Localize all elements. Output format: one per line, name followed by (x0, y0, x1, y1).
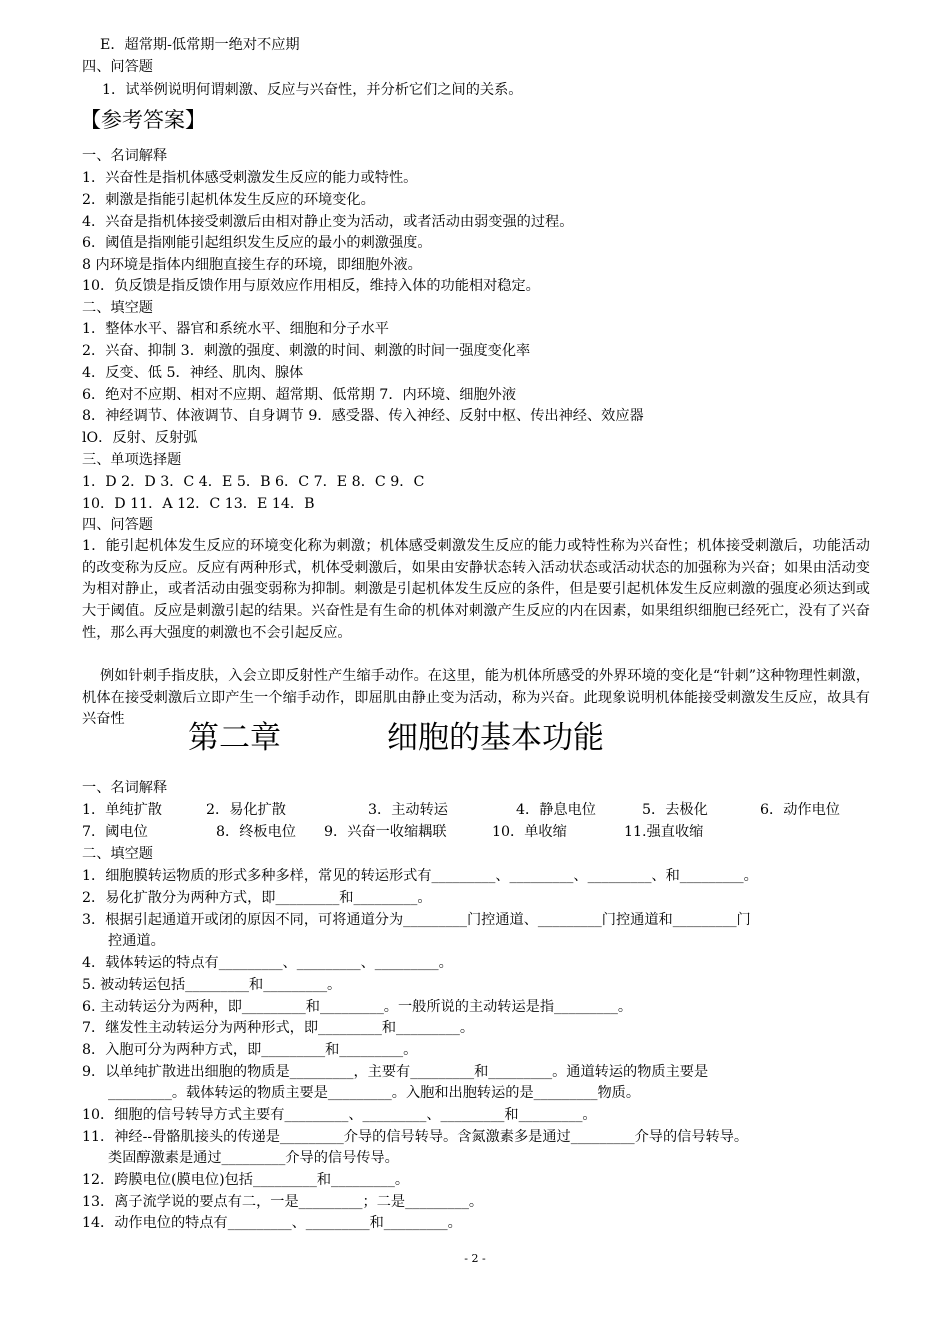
term: 7．阈电位 (82, 824, 148, 840)
answer-line: 6．绝对不应期、相对不应期、超常期、低常期 7．内环境、细胞外液 (82, 387, 517, 403)
answers-heading: 【参考答案】 (80, 108, 206, 132)
fill-blank-item: 类固醇激素是通过_________介导的信号传导。 (108, 1150, 399, 1166)
chapter-title (188, 718, 604, 758)
fill-blank-item: 10．细胞的信号转导方式主要有_________、_________、_________和_________。 (82, 1107, 597, 1123)
term: 8．终板电位 (216, 824, 296, 840)
term: 2．易化扩散 (206, 802, 286, 818)
option-e: E．超常期-低常期一绝对不应期 (100, 37, 300, 53)
answer-line: 2．兴奋、抑制 3．刺激的强度、刺激的时间、刺激的时间一强度变化率 (82, 343, 531, 359)
fill-blank-item: 3．根据引起通道开或闭的原因不同，可将通道分为_________门控通道、_________门控通道和_________门 (82, 912, 751, 928)
fill-blank-item: 7．继发性主动转运分为两种形式，即_________和_________。 (82, 1020, 475, 1036)
fill-blank-item: 2．易化扩散分为两种方式，即_________和_________。 (82, 890, 432, 906)
term: 5．去极化 (642, 802, 708, 818)
answer-line: 10．负反馈是指反馈作用与原效应作用相反，维持入体的功能相对稳定。 (82, 278, 540, 294)
answer-line: 2．刺激是指能引起机体发生反应的环境变化。 (82, 192, 375, 208)
fill-blank-item: 13．离子流学说的要点有二，一是_________；二是_________。 (82, 1194, 484, 1210)
answer-line: 4．兴奋是指机体接受刺激后由相对静止变为活动，或者活动由弱变强的过程。 (82, 214, 574, 230)
chapter-number: 第二章 (188, 720, 281, 756)
page-number: - 2 - (464, 1252, 486, 1265)
term: 3．主动转运 (368, 802, 448, 818)
answer-line: 4．反变、低 5．神经、肌肉、腺体 (82, 365, 304, 381)
answer-line: 1．D 2．D 3．C 4．E 5．B 6．C 7．E 8．C 9．C (82, 474, 425, 490)
question-text: 1．试举例说明何谓刺激、反应与兴奋性，并分析它们之间的关系。 (102, 82, 523, 98)
section-title: 二、填空题 (82, 846, 153, 862)
answer-line: 1．整体水平、器官和系统水平、细胞和分子水平 (82, 321, 389, 337)
section-title: 四、问答题 (82, 59, 153, 75)
answer-line: lO．反射、反射弧 (82, 430, 198, 446)
section-title: 三、单项选择题 (82, 452, 182, 468)
section-title: 一、名词解释 (82, 780, 168, 796)
fill-blank-item: 1．细胞膜转运物质的形式多种多样，常见的转运形式有_________、_________、_________、和_________。 (82, 868, 758, 884)
fill-blank-item: 4．载体转运的特点有_________、_________、_________。 (82, 955, 453, 971)
answer-line: 6．阈值是指刚能引起组织发生反应的最小的刺激强度。 (82, 235, 432, 251)
fill-blank-item: 11．神经--骨骼肌接头的传递是_________介导的信号转导。含氮激素多是通过_________介导的信号转导。 (82, 1129, 749, 1145)
term: 6．动作电位 (760, 802, 840, 818)
fill-blank-item: 9．以单纯扩散进出细胞的物质是_________，主要有_________和_________。通道转运的物质主要是 (82, 1064, 709, 1080)
term: 11.强直收缩 (624, 824, 704, 840)
section-title: 二、填空题 (82, 300, 153, 316)
fill-blank-item: 12．跨膜电位(膜电位)包括_________和_________。 (82, 1172, 410, 1188)
answer-paragraph: 例如针刺手指皮肤，入会立即反射性产生缩手动作。在这里，能为机体所感受的外界环境的变化是“针刺”这种物理性刺激，机体在接受刺激后立即产生一个缩手动作，即屈肌由静止变为活动，称为兴奋。此现象说明机体能接受刺激发生反应，故具有兴奋性 (82, 668, 870, 728)
chapter-name: 细胞的基本功能 (387, 720, 604, 756)
term: 10．单收缩 (492, 824, 567, 840)
section-title: 四、问答题 (82, 517, 153, 533)
section-title: 一、名词解释 (82, 148, 168, 164)
answer-line: 10．D 11．A 12．C 13．E 14．B (82, 496, 315, 512)
answer-paragraph: 1．能引起机体发生反应的环境变化称为刺激；机体感受刺激发生反应的能力或特性称为兴奋性；机体接受刺激后，功能活动的改变称为反应。反应有两种形式，机体受刺激后，如果由安静状态转入活动状态或活动状态的加强称为兴奋；如果由活动变为相对静止，或者活动由强变弱称为抑制。刺激是引起机体发生反应的条件，但是要引起机体发生反应刺激的强度必须达到或大于阈值。反应是刺激引起的结果。兴奋性是有生命的机体对刺激产生反应的内在因素，如果组织细胞已经死亡，没有了兴奋性，那么再大强度的刺激也不会引起反应。 (82, 538, 870, 641)
fill-blank-item: 14．动作电位的特点有_________、_________和_________。 (82, 1215, 462, 1231)
fill-blank-item: _________。载体转运的物质主要是_________。入胞和出胞转运的是_________物质。 (108, 1085, 641, 1101)
fill-blank-item: 5. 被动转运包括_________和_________。 (82, 977, 342, 993)
answer-line: 8．神经调节、体液调节、自身调节 9．感受器、传入神经、反射中枢、传出神经、效应器 (82, 408, 644, 424)
term: 4．静息电位 (516, 802, 596, 818)
answer-line: 1．兴奋性是指机体感受刺激发生反应的能力或特性。 (82, 170, 418, 186)
fill-blank-item: 6. 主动转运分为两种，即_________和_________。一般所说的主动转运是指_________。 (82, 999, 633, 1015)
fill-blank-item: 控通道。 (108, 933, 165, 949)
term: 9．兴奋一收缩耦联 (324, 824, 447, 840)
answer-line: 8 内环境是指体内细胞直接生存的环境，即细胞外液。 (82, 257, 422, 273)
term: 1．单纯扩散 (82, 802, 162, 818)
fill-blank-item: 8．入胞可分为两种方式，即_________和_________。 (82, 1042, 418, 1058)
